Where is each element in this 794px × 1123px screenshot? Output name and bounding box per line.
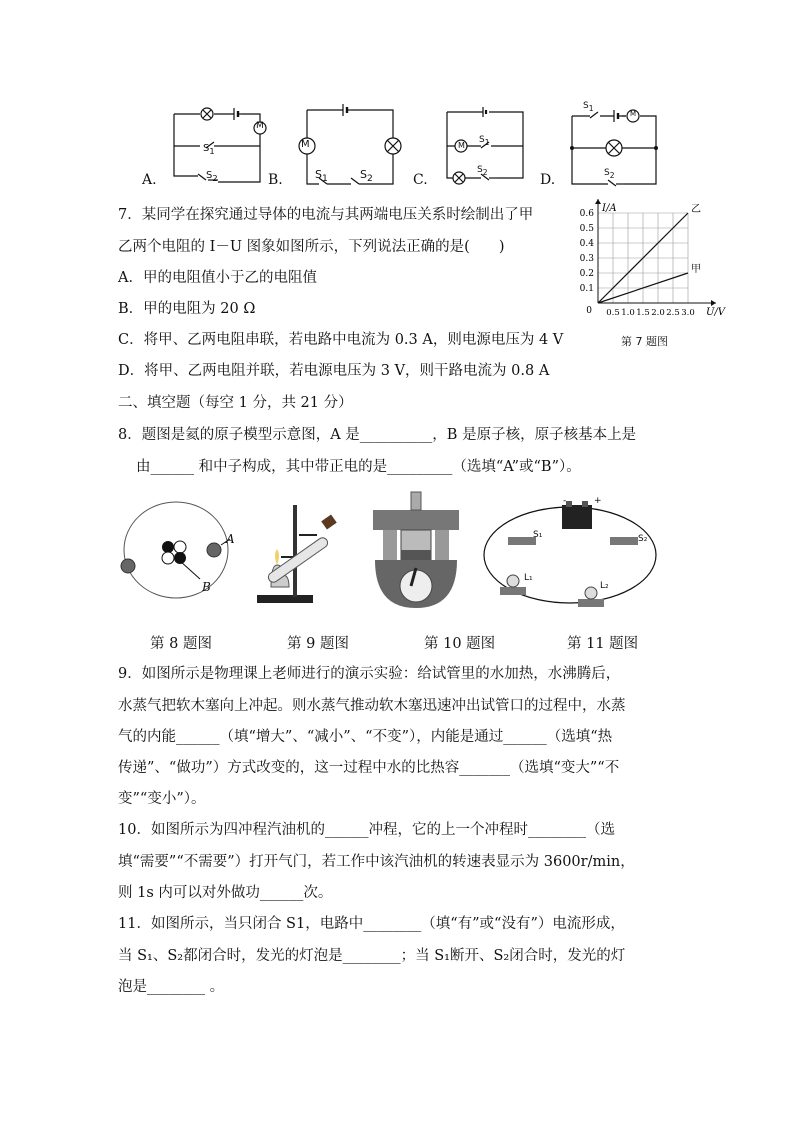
switch-label-c-s2: $S_2$ bbox=[477, 165, 488, 177]
q8-line1: 8．题图是氦的原子模型示意图，A 是__________，B 是原子核，原子核基本上是 bbox=[118, 427, 637, 443]
section-heading: 二、填空题（每空 1 分，共 21 分） bbox=[118, 395, 353, 411]
switch-label-s2: S₂ bbox=[638, 534, 648, 544]
switch-label-a-s1: $S_1$ bbox=[203, 143, 215, 156]
y-axis-arrow bbox=[595, 199, 601, 204]
x-tick-label: 1.5 bbox=[636, 308, 650, 318]
motor-label-b: M bbox=[301, 139, 310, 150]
q10-line1: 10．如图所示为四冲程汽油机的______冲程，它的上一个冲程时________（选 bbox=[118, 822, 615, 838]
y-axis-label: I/A bbox=[602, 203, 617, 214]
switch-label-b-s1: $S_1$ bbox=[315, 168, 328, 185]
iu-chart bbox=[578, 196, 726, 318]
x-axis-arrow bbox=[711, 300, 716, 306]
series-label: 甲 bbox=[691, 264, 701, 275]
motor-label-a: M bbox=[256, 121, 264, 131]
q7-stem-line1: 7．某同学在探究通过导体的电流与其两端电压关系时绘制出了甲 bbox=[118, 207, 534, 223]
x-tick-label: 2.5 bbox=[666, 308, 680, 318]
battery-minus-label: - bbox=[563, 496, 567, 506]
q10-line2: 填“需要”“不需要”）打开气门，若工作中该汽油机的转速表显示为 3600r/min， bbox=[118, 854, 635, 870]
option-a-label: A. bbox=[142, 172, 157, 188]
q9-line1: 9．如图所示是物理课上老师进行的演示实验：给试管里的水加热，水沸腾后， bbox=[118, 666, 621, 682]
x-axis-label: U/V bbox=[706, 307, 726, 318]
option-b-label: B. bbox=[268, 172, 283, 188]
switch-label-d-s1: $S_1$ bbox=[583, 101, 594, 113]
switch-label-c-s1: $S_1$ bbox=[479, 135, 490, 147]
q9-line5: 变”“变小”）。 bbox=[118, 791, 206, 807]
x-tick-label: 2.0 bbox=[651, 308, 665, 318]
circuit-diagram-a bbox=[170, 104, 270, 184]
circuit-diagram-c bbox=[445, 110, 525, 190]
option-c-label: C. bbox=[413, 172, 428, 188]
option-d-label: D. bbox=[540, 172, 556, 188]
circuit-board-diagram bbox=[480, 497, 660, 612]
fig9-caption: 第 9 题图 bbox=[287, 636, 349, 652]
fig8-caption: 第 8 题图 bbox=[150, 636, 212, 652]
switch-label-s1: S₁ bbox=[533, 530, 543, 540]
engine-cylinder-diagram bbox=[371, 490, 461, 610]
origin-label: 0 bbox=[586, 306, 592, 316]
helium-atom-diagram bbox=[118, 497, 248, 607]
q11-line3: 泡是________ 。 bbox=[118, 979, 225, 995]
test-tube-heating-diagram bbox=[255, 495, 355, 610]
y-tick-label: 0.3 bbox=[579, 254, 594, 264]
motor-label-c: M bbox=[458, 141, 465, 150]
switch-label-b-s2: $S_2$ bbox=[360, 168, 373, 185]
atom-label-b: B bbox=[202, 580, 211, 594]
q7-stem-line2: 乙两个电阻的 I－U 图象如图所示，下列说法正确的是( ) bbox=[118, 239, 505, 255]
lamp-label-l1: L₁ bbox=[524, 573, 533, 583]
switch-label-d-s2: $S_2$ bbox=[604, 168, 615, 180]
q7-option-b: B．甲的电阻为 20 Ω bbox=[118, 301, 256, 317]
q7-option-d: D．将甲、乙两电阻并联，若电源电压为 3 V，则干路电流为 0.8 A bbox=[118, 363, 550, 379]
q11-line1: 11．如图所示，当只闭合 S1，电路中________（填“有”或“没有”）电流形成， bbox=[118, 916, 625, 932]
q11-line2: 当 S₁、S₂都闭合时，发光的灯泡是________；当 S₁断开、S₂闭合时，发光的灯 bbox=[118, 948, 626, 964]
fig11-caption: 第 11 题图 bbox=[567, 636, 639, 652]
q7-option-a: A．甲的电阻值小于乙的电阻值 bbox=[118, 270, 317, 286]
y-tick-label: 0.4 bbox=[579, 239, 594, 249]
atom-label-a: A bbox=[226, 532, 235, 546]
lamp-label-l2: L₂ bbox=[600, 581, 609, 591]
series-label: 乙 bbox=[691, 204, 701, 215]
y-tick-label: 0.5 bbox=[579, 224, 594, 234]
y-tick-label: 0.6 bbox=[579, 209, 594, 219]
x-tick-label: 1.0 bbox=[621, 308, 635, 318]
x-tick-label: 0.5 bbox=[606, 308, 620, 318]
q9-line2: 水蒸气把软木塞向上冲起。则水蒸气推动软木塞迅速冲出试管口的过程中，水蒸 bbox=[118, 698, 626, 714]
switch-label-a-s2: $S_2$ bbox=[206, 170, 218, 183]
q9-line4: 传递”、“做功”）方式改变的，这一过程中水的比热容_______（选填“变大”“不 bbox=[118, 760, 620, 776]
circuit-diagram-d bbox=[570, 106, 660, 186]
battery-plus-label: + bbox=[594, 496, 602, 506]
motor-label-d: M bbox=[630, 110, 637, 118]
q7-figure-caption: 第 7 题图 bbox=[621, 335, 668, 348]
q10-line3: 则 1s 内可以对外做功______次。 bbox=[118, 885, 333, 901]
y-tick-label: 0.1 bbox=[579, 284, 594, 294]
x-tick-label: 3.0 bbox=[681, 308, 695, 318]
q9-line3: 气的内能______（填“增大”、“减小”、“不变”），内能是通过______（选填“热 bbox=[118, 729, 613, 745]
fig10-caption: 第 10 题图 bbox=[424, 636, 496, 652]
q7-option-c: C．将甲、乙两电阻串联，若电路中电流为 0.3 A，则电源电压为 4 V bbox=[118, 332, 564, 348]
y-tick-label: 0.2 bbox=[579, 269, 594, 279]
q8-line2: 由______ 和中子构成，其中带正电的是_________（选填“A”或“B”）。 bbox=[136, 459, 581, 475]
